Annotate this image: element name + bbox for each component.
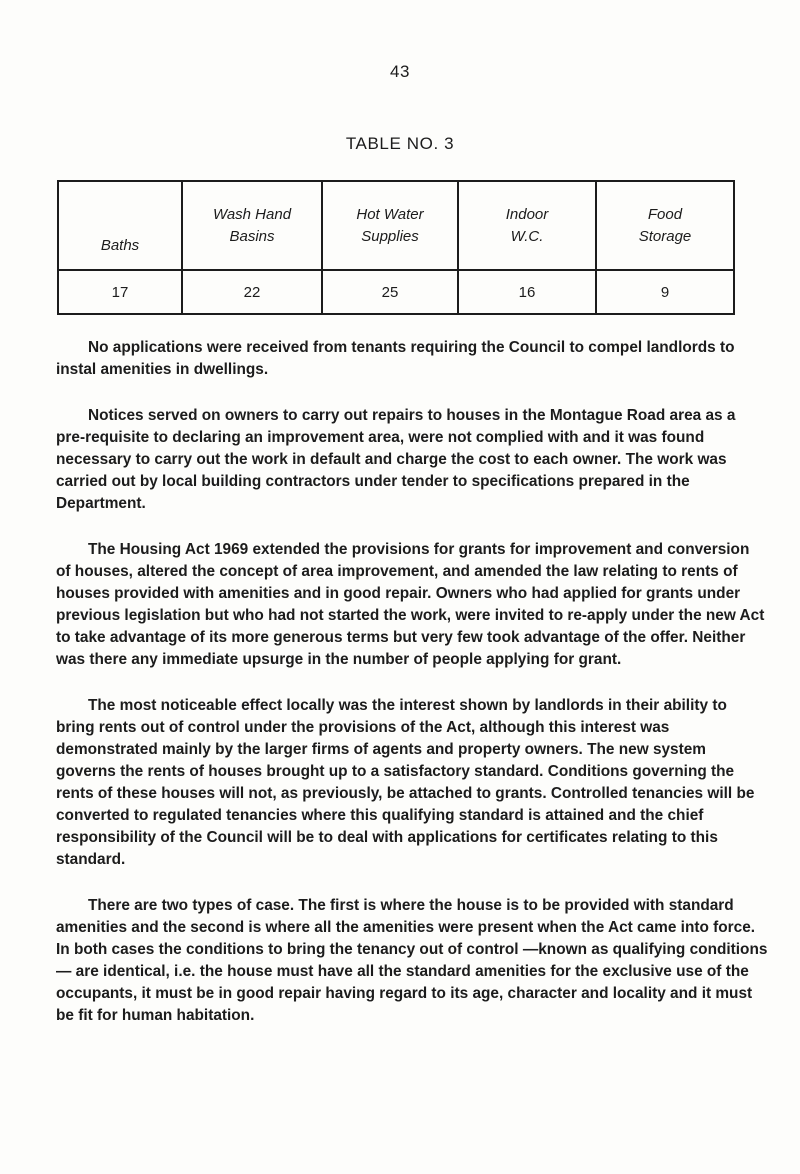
header-hot-water-supplies	[322, 181, 458, 270]
header-wash-hand-basins-line-2: Basins	[229, 227, 275, 245]
value-indoor-wc: 16	[458, 270, 596, 314]
body-text	[56, 337, 768, 1051]
value-wash-hand-basins: 22	[182, 270, 322, 314]
table-header-row	[58, 181, 734, 270]
paragraph-text: Notices served on owners to carry out repairs to houses in the Montague Road area as a pre-requisite to declaring an improvement area, were not complied with and it was found necessary to carry out the work in default and charge the cost to each owner. The work was carried out by local building contractors under tender to specifications prepared in the Department.	[56, 407, 736, 512]
header-hot-water-supplies-line-2: Supplies	[361, 227, 419, 245]
header-indoor-wc-line-2: W.C.	[510, 227, 544, 245]
paragraph-text: There are two types of case. The first is where the house is to be provided with standard amenities and the second is where all the amenities were present when the Act came into force. In both cases the conditions to bring the tenancy out of control —known as qualifying conditions — are identical, i.e. the house must have all the standard amenities for the exclusive use of the occupants, it must be in good repair having regard to its age, character and locality and it must be fit for human habitation.	[56, 897, 768, 1024]
header-indoor-wc-line-1: Indoor	[505, 205, 549, 223]
paragraph-text: No applications were received from tenants requiring the Council to compel landlords to instal amenities in dwellings.	[56, 339, 735, 378]
header-hot-water-supplies-line-1: Hot Water	[356, 205, 424, 223]
value-food-storage: 9	[596, 270, 734, 314]
value-baths: 17	[58, 270, 182, 314]
page-number: 43	[390, 62, 410, 81]
header-food-storage	[596, 181, 734, 270]
value-hot-water-supplies: 25	[322, 270, 458, 314]
paragraph-text: The Housing Act 1969 extended the provisions for grants for improvement and conversion of houses, altered the concept of area improvement, and amended the law relating to rents of houses provided with amenities and in good repair. Owners who had applied for grants under previous legislation but who had not started the work, were invited to re-apply under the new Act to take advantage of its more generous terms but very few took advantage of the offer. Neither was there any immediate upsurge in the number of people applying for grant.	[56, 541, 765, 668]
header-wash-hand-basins-line-1: Wash Hand	[212, 205, 292, 223]
header-food-storage-line-2: Storage	[638, 227, 692, 245]
paragraph	[56, 695, 768, 871]
amenities-table	[57, 180, 735, 315]
header-indoor-wc	[458, 181, 596, 270]
paragraph	[56, 337, 768, 381]
table-row	[58, 270, 734, 314]
paragraph	[56, 405, 768, 515]
paragraph	[56, 895, 768, 1027]
paragraph	[56, 539, 768, 671]
paragraph-text: The most noticeable effect locally was the interest shown by landlords in their ability to bring rents out of control under the provisions of the Act, although this interest was demonstrated mainly by the larger firms of agents and property owners. The new system governs the rents of houses brought up to a satisfactory standard. Conditions governing the rents of these houses will not, as previously, be attached to grants. Controlled tenancies will be converted to regulated tenancies where this qualifying standard is attained and the chief responsibility of the Council will be to deal with applications for certificates relating to this standard.	[56, 697, 755, 868]
header-baths	[58, 181, 182, 270]
table-title: TABLE NO. 3	[345, 134, 455, 153]
header-wash-hand-basins	[182, 181, 322, 270]
header-food-storage-line-1: Food	[647, 205, 683, 223]
header-baths-line-1: Baths	[100, 237, 140, 254]
